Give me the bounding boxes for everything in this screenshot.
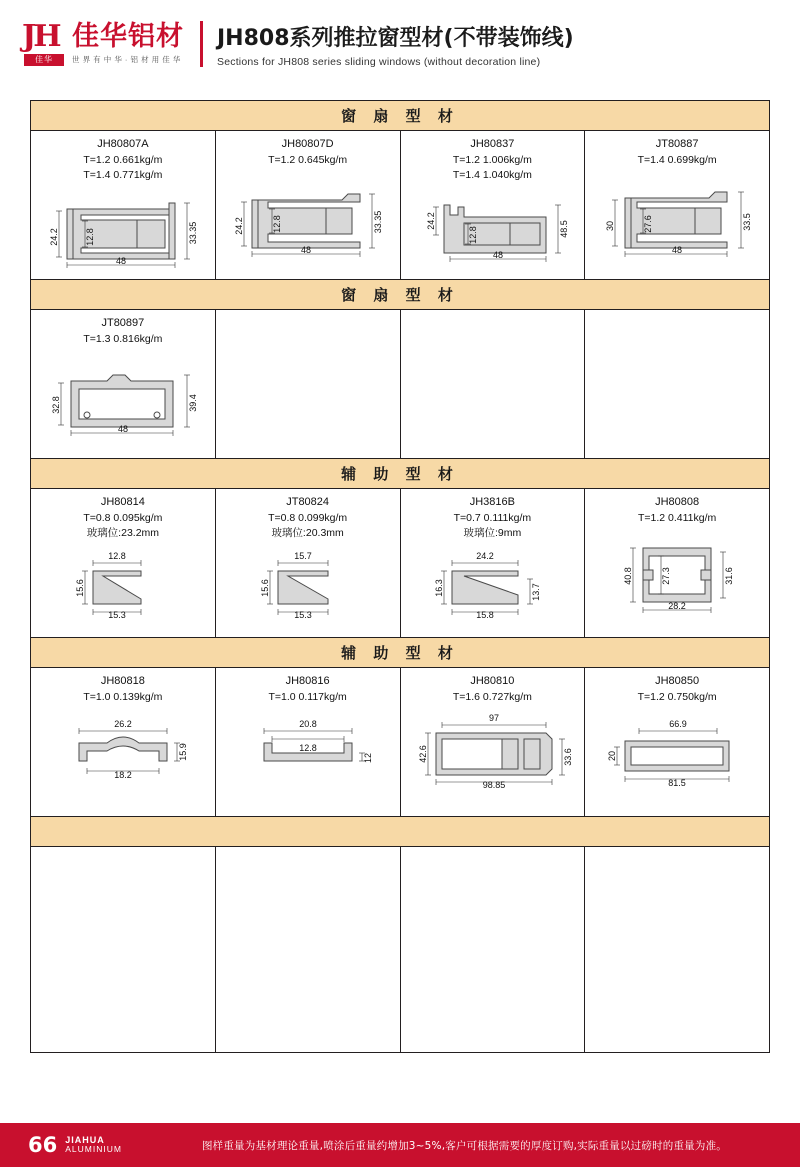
dim-label: 33.6	[563, 748, 574, 766]
footer-brand-name: JIAHUA	[65, 1134, 105, 1145]
logo-mark-icon	[22, 19, 66, 66]
profile-spec-1: T=1.0 0.139kg/m	[83, 690, 163, 703]
profile-spec-1: T=1.2 0.645kg/m	[268, 153, 348, 166]
profile-spec-1: T=1.2 1.006kg/m	[452, 153, 532, 166]
dim-label: 81.5	[668, 778, 686, 789]
profile-cell-empty-3	[585, 310, 769, 458]
dim-label: 48	[117, 424, 128, 435]
profile-cell-jh80807a	[31, 131, 216, 279]
blank-cell-1	[31, 847, 216, 1052]
dim-label: 48.5	[559, 220, 570, 239]
profile-code: JT80897	[101, 317, 145, 329]
footer-note: 图样重量为基材理论重量,喷涂后重量约增加3~5%,客户可根据需要的厚度订购,实际重量以过磅时的重量为准。	[201, 1139, 727, 1152]
dim-label: 15.9	[177, 743, 188, 761]
profile-drawing	[405, 709, 581, 789]
dim-label: 98.85	[483, 780, 506, 790]
profile-drawing	[220, 172, 396, 264]
profile-code: JH80818	[100, 675, 145, 687]
logo-glyph: JH	[22, 19, 59, 54]
dim-label: 20	[607, 751, 618, 762]
dim-label: 30	[605, 221, 616, 232]
blank-cell-2	[216, 847, 401, 1052]
dim-label: 28.2	[668, 601, 686, 612]
dim-label: 24.2	[476, 551, 495, 562]
page-subtitle: Sections for JH808 series sliding windows (without decoration line)	[217, 55, 541, 68]
dim-label: 66.9	[669, 719, 687, 730]
dim-label: 24.2	[426, 212, 437, 231]
dim-label: 33.35	[187, 222, 198, 245]
profile-spec-2: 玻璃位:20.3mm	[271, 527, 344, 540]
dim-label: 24.2	[48, 228, 59, 247]
profile-code: JH80808	[655, 496, 700, 508]
profile-cell-jh80816	[216, 668, 401, 816]
profile-cell-jh80818	[31, 668, 216, 816]
profile-spec-1: T=1.6 0.727kg/m	[452, 690, 532, 703]
profile-drawing	[589, 172, 765, 264]
dim-label: 16.3	[434, 579, 445, 598]
dim-label: 27.3	[661, 567, 672, 585]
profile-spec-2: T=1.4 1.040kg/m	[452, 169, 532, 182]
profile-row-2	[31, 310, 769, 459]
profile-spec-1: T=0.7 0.111kg/m	[453, 511, 532, 524]
profile-code: JT80887	[655, 138, 699, 150]
dim-label: 12.8	[84, 228, 95, 247]
profile-row-blank	[31, 847, 769, 1053]
dim-label: 12.8	[298, 743, 317, 754]
dim-label: 20.8	[298, 719, 317, 730]
page-footer	[0, 1123, 800, 1167]
dim-label: 27.6	[643, 215, 654, 233]
profile-row-1	[31, 131, 769, 280]
dim-label: 42.6	[418, 745, 429, 763]
profile-drawing	[220, 709, 396, 787]
profile-spec-2: 玻璃位:9mm	[463, 527, 522, 540]
profile-code: JH80807D	[281, 138, 334, 150]
profile-sheet	[30, 100, 770, 1053]
dim-label: 12	[362, 753, 373, 764]
section-band-sash-2: 窗 扇 型 材	[31, 280, 769, 310]
dim-label: 12.8	[271, 215, 282, 233]
dim-label: 48	[672, 245, 683, 256]
dim-label: 31.6	[724, 567, 735, 585]
profile-code: JH80807A	[97, 138, 149, 150]
profile-drawing	[35, 709, 211, 787]
dim-label: 39.4	[187, 394, 198, 412]
footer-brand-sub: ALUMINIUM	[65, 1144, 122, 1155]
section-band-aux-1: 辅 助 型 材	[31, 459, 769, 489]
profile-drawing	[589, 530, 765, 622]
profile-code: JH80816	[285, 675, 330, 687]
dim-label: 15.8	[476, 610, 495, 620]
dim-label: 24.2	[233, 217, 244, 235]
profile-code: JH80850	[655, 675, 700, 687]
profile-drawing	[589, 709, 765, 789]
company-logo	[22, 19, 184, 66]
profile-cell-jh80808	[585, 489, 769, 637]
profile-row-4	[31, 668, 769, 817]
dim-label: 15.6	[74, 579, 85, 598]
dim-label: 13.7	[531, 583, 542, 602]
profile-drawing	[220, 545, 396, 619]
profile-spec-1: T=1.3 0.816kg/m	[83, 332, 163, 345]
dim-label: 48	[493, 250, 504, 261]
blank-cell-4	[585, 847, 769, 1052]
profile-spec-2: 玻璃位:23.2mm	[86, 527, 160, 540]
dim-label: 97	[489, 713, 500, 724]
profile-drawing	[405, 545, 581, 619]
logo-mark-label: 佳华	[24, 54, 64, 66]
profile-spec-1: T=1.0 0.117kg/m	[268, 690, 347, 703]
profile-drawing	[35, 187, 211, 269]
logo-company-name: 佳华铝材	[72, 20, 184, 52]
profile-spec-1: T=1.4 0.699kg/m	[637, 153, 717, 166]
profile-code: JH3816B	[469, 496, 515, 508]
section-band-blank	[31, 817, 769, 847]
page-number: 66	[28, 1133, 58, 1157]
profile-drawing	[35, 351, 211, 443]
profile-cell-jt80824	[216, 489, 401, 637]
header-divider	[200, 21, 203, 67]
dim-label: 33.5	[742, 213, 753, 231]
dim-label: 15.7	[293, 551, 312, 562]
profile-cell-empty-2	[401, 310, 586, 458]
profile-cell-jh80814	[31, 489, 216, 637]
dim-label: 15.6	[259, 579, 270, 598]
profile-cell-jh80850	[585, 668, 769, 816]
dim-label: 32.8	[50, 396, 61, 414]
dim-label: 18.2	[114, 770, 132, 781]
profile-cell-jh80837	[401, 131, 586, 279]
dim-label: 15.3	[293, 610, 312, 620]
section-band-aux-2: 辅 助 型 材	[31, 638, 769, 668]
profile-cell-jh80807d	[216, 131, 401, 279]
page-header	[0, 0, 800, 84]
section-band-sash-1: 窗 扇 型 材	[31, 101, 769, 131]
profile-cell-jt80887	[585, 131, 769, 279]
dim-label: 26.2	[114, 719, 132, 730]
page-title: JH808系列推拉窗型材(不带装饰线)	[217, 25, 574, 51]
profile-cell-empty-1	[216, 310, 401, 458]
logo-tagline: 世 界 有 中 华 · 铝 材 用 佳 华	[72, 55, 181, 65]
profile-row-3	[31, 489, 769, 638]
profile-cell-jh80810	[401, 668, 586, 816]
profile-spec-1: T=0.8 0.099kg/m	[268, 511, 348, 524]
blank-cell-3	[401, 847, 586, 1052]
profile-spec-1: T=1.2 0.411kg/m	[637, 511, 717, 524]
footer-brand	[65, 1135, 122, 1155]
profile-drawing	[405, 187, 581, 269]
dim-label: 33.35	[372, 210, 383, 234]
dim-label: 48	[300, 245, 311, 256]
profile-drawing	[35, 545, 211, 619]
profile-cell-jt80897	[31, 310, 216, 458]
dim-label: 15.3	[108, 610, 126, 620]
profile-code: JH80810	[470, 675, 515, 687]
profile-code: JT80824	[286, 496, 330, 508]
profile-code: JH80814	[100, 496, 145, 508]
profile-cell-jh3816b	[401, 489, 586, 637]
profile-spec-1: T=1.2 0.661kg/m	[83, 153, 163, 166]
profile-code: JH80837	[470, 138, 515, 150]
dim-label: 12.8	[108, 551, 126, 562]
profile-spec-2: T=1.4 0.771kg/m	[83, 169, 163, 182]
dim-label: 40.8	[623, 567, 634, 585]
dim-label: 12.8	[468, 226, 479, 245]
dim-label: 48	[115, 256, 126, 267]
profile-spec-1: T=1.2 0.750kg/m	[637, 690, 717, 703]
profile-spec-1: T=0.8 0.095kg/m	[83, 511, 163, 524]
